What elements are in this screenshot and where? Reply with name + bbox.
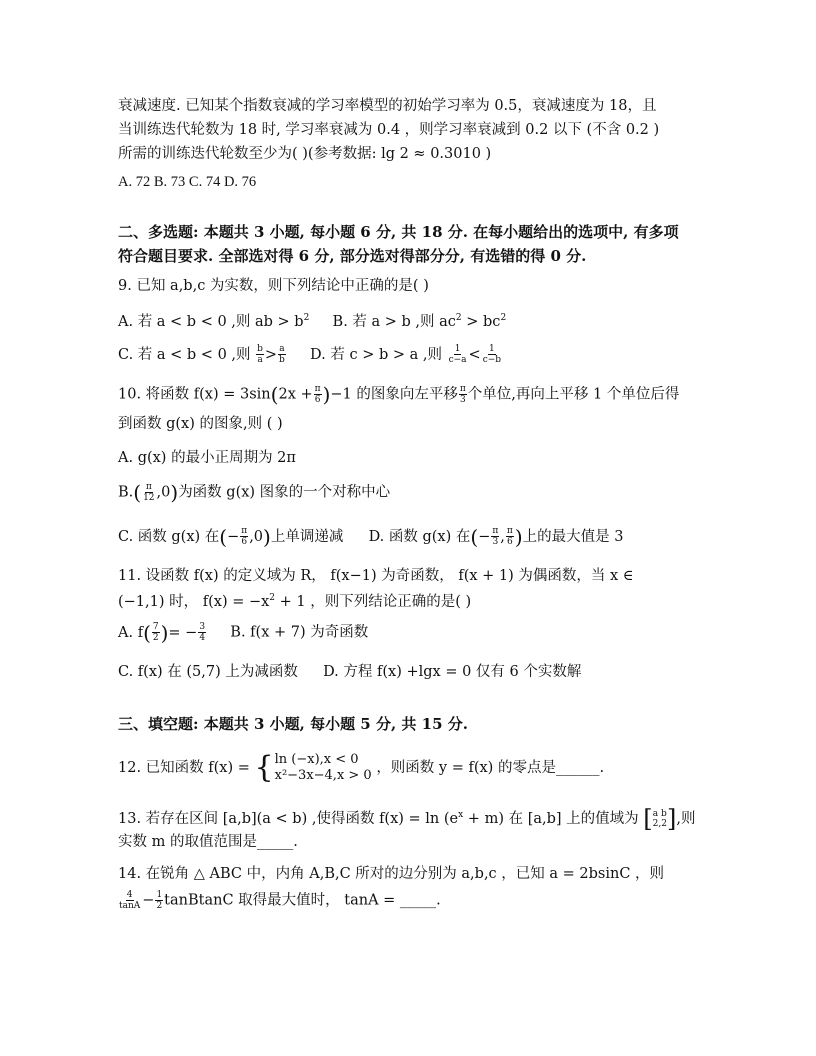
q9-option-b: B. 若 a > b ,则 $ac^2 > bc^2$ [332,313,507,330]
q9-option-a: A. 若 a < b < 0 ,则 ab > $b^2$ [118,313,310,330]
q9-options-ab [118,308,506,332]
section2-heading-line-2: 符合题目要求. 全部选对得 6 分, 部分选对得部分分, 有选错的得 0 分. [118,247,587,265]
q13-stem-line-2: 实数 m 的取值范围是_____. [118,834,298,850]
section3-heading: 三、填空题: 本题共 3 小题, 每小题 5 分, 共 15 分. [118,715,468,733]
q11-options-cd [118,662,581,682]
q9-options-cd [118,344,503,365]
q8-line-1: 衰减速度. 已知某个指数衰减的学习率模型的初始学习率为 0.5，衰减速度为 18，且 [118,98,657,114]
q8-line-2: 当训练迭代轮数为 18 时, 学习率衰减为 0.4 ，则学习率衰减到 0.2 以下 (不含 0.2 ) [118,122,660,138]
q11-stem-line-1: 11. 设函数 f(x) 的定义域为 R， f(x−1) 为奇函数， f(x + 1) 为偶函数，当 x ∈ [118,568,634,584]
q10-options-cd [118,526,623,547]
q11-options-ab [118,622,368,643]
q9-stem: 9. 已知 a,b,c 为实数，则下列结论中正确的是( ) [118,278,429,294]
q9-option-c: C. 若 a < b < 0 ,则 $\frac{b}{a}$ > $\frac{a}{b}$ [118,344,285,365]
q9-option-d: D. 若 c > b > a ,则 $\frac{1}{c-a}$ < $\frac{1}{c-b}$ [310,344,502,365]
q14-stem-line-1: 14. 在锐角 △ ABC 中，内角 A,B,C 所对的边分别为 a,b,c ，已知 a = 2bsinC ，则 [118,866,665,882]
q10-option-b: B.( $\frac{\pi}{12}$ ,0)为函数 g(x) 图象的一个对称中心 [118,480,391,505]
q12-stem: 12. 已知函数 f(x) = { ln (−x),x < 0 x²−3x−4,x > 0 ，则函数 y = f(x) 的零点是______. [118,750,605,785]
section2-heading-line-1: 二、多选题: 本题共 3 小题, 每小题 6 分, 共 18 分. 在每小题给出的选项中, 有多项 [118,223,679,241]
q14-stem-line-2: $\frac{4}{\tan A}$ − $\frac{1}{2}$ tanBtanC 取得最大值时， tanA = _____. [119,890,441,911]
q10-stem-line-1: 10. 将函数 f(x) = 3sin(2x + $\frac{\pi}{6}$ )−1 的图象向左平移 $\frac{\pi}{3}$ 个单位,再向上平移 1 个单位后得 [118,382,680,407]
q11-option-a: A. f( $\frac{7}{2}$ )= − $\frac{3}{4}$ [118,620,206,645]
q10-option-c: C. 函数 g(x) 在(− $\frac{\pi}{6}$ ,0)上单调递减 [118,524,344,549]
q10-option-a: A. g(x) 的最小正周期为 2π [118,450,296,466]
q11-stem-line-2: (−1,1) 时， $f(x) = -x^2 + 1$ ，则下列结论正确的是( ) [118,593,472,610]
q13-stem-line-1: 13. 若存在区间 [a,b](a < b) ,使得函数 $f(x) = \ln (e^x + m)$ 在 [a,b] 上的值域为 [ a b 2,2 ] ,则 [118,804,696,833]
q10-stem-line-2: 到函数 g(x) 的图象,则 ( ) [118,416,283,432]
q11-option-d: D. 方程 f(x) +lgx = 0 仅有 6 个实数解 [323,664,582,680]
q11-option-c: C. f(x) 在 (5,7) 上为减函数 [118,664,298,680]
q8-line-3: 所需的训练迭代轮数至少为( )(参考数据: lg 2 ≈ 0.3010 ) [118,146,492,162]
q8-options: A. 72 B. 73 C. 74 D. 76 [118,174,257,190]
q11-option-b: B. f(x + 7) 为奇函数 [230,624,369,641]
q10-option-d: D. 函数 g(x) 在(− $\frac{\pi}{3}$ , $\frac{\pi}{6}$ )上的最大值是 3 [368,524,624,549]
q12-piecewise: { ln (−x),x < 0 x²−3x−4,x > 0 [254,750,372,785]
q13-range-interval: [ a b 2,2 ] [643,804,677,833]
